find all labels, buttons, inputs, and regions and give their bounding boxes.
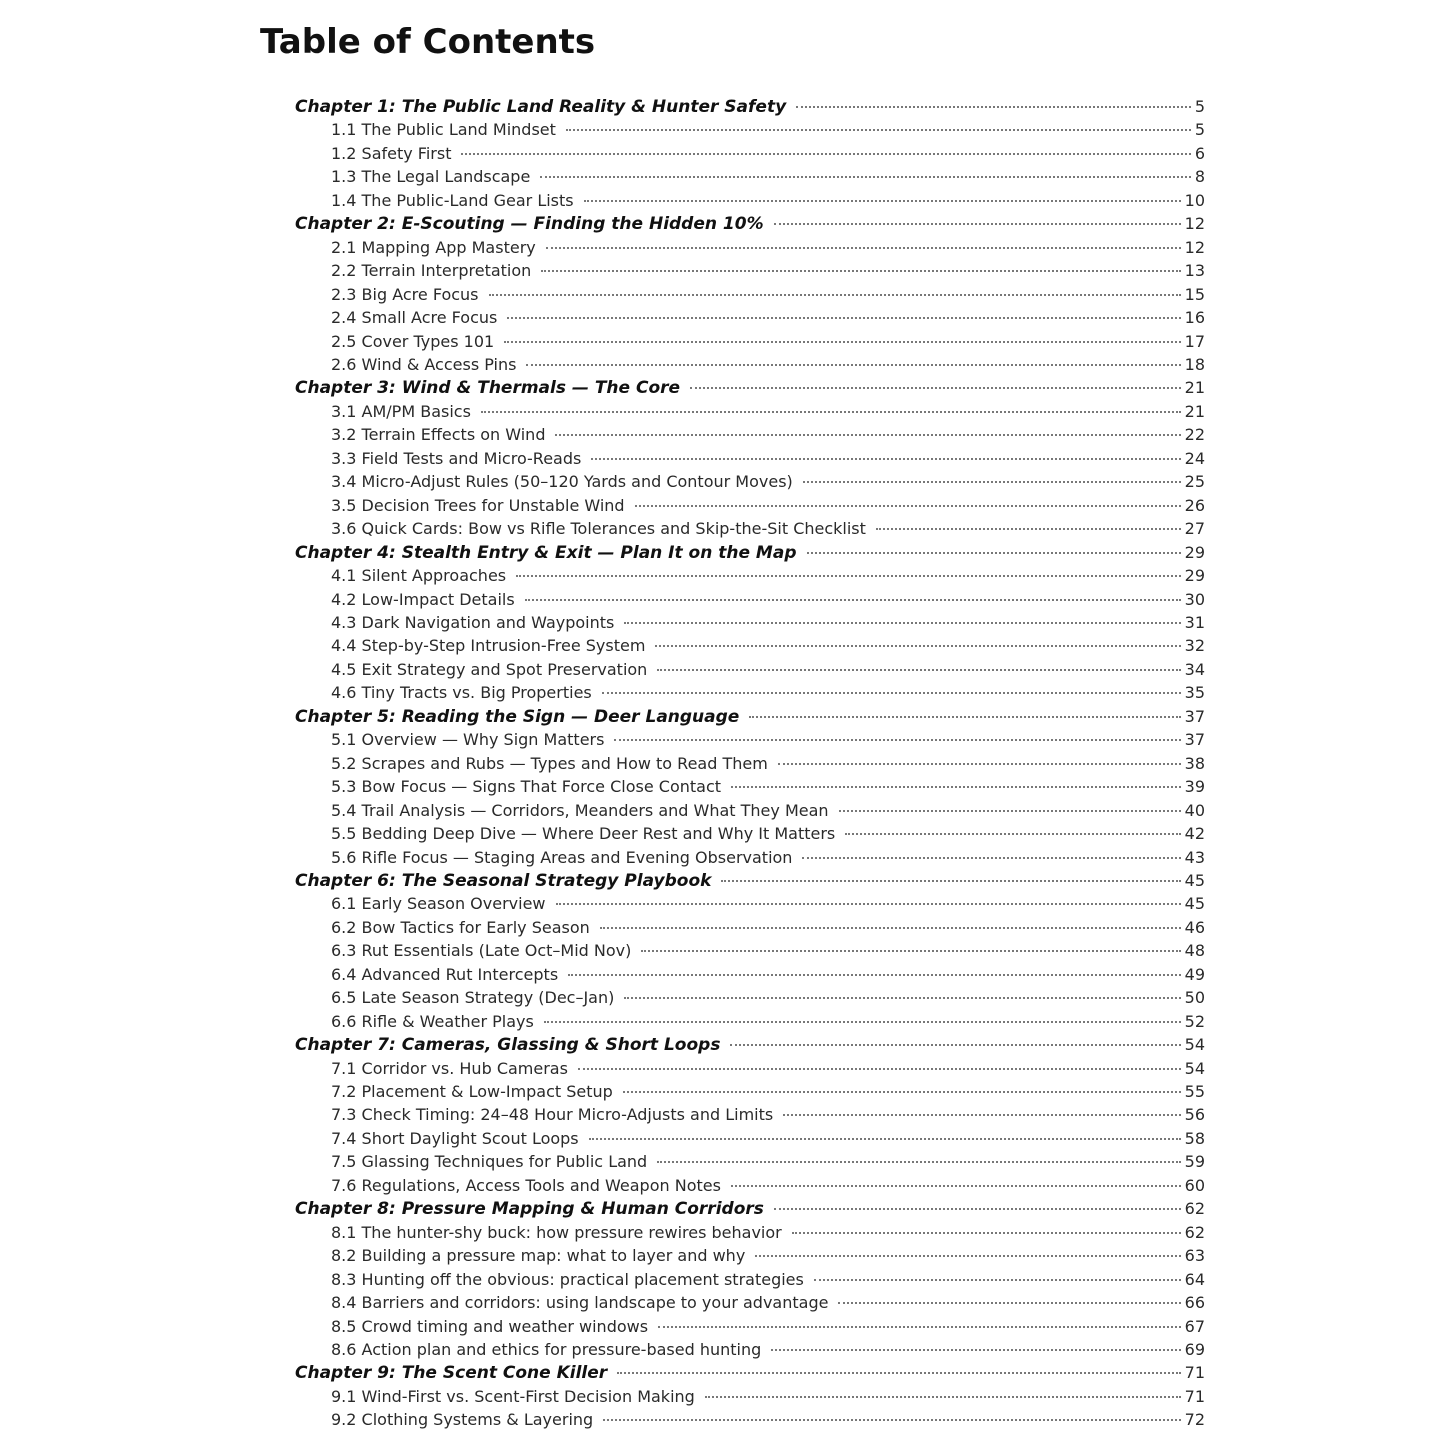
dot-leader bbox=[591, 458, 1180, 460]
dot-leader bbox=[778, 763, 1181, 765]
page-number: 63 bbox=[1184, 1246, 1205, 1266]
page-number: 35 bbox=[1184, 683, 1205, 703]
toc-chapter-entry[interactable] bbox=[295, 869, 1205, 892]
dot-leader bbox=[807, 552, 1181, 554]
page-number: 58 bbox=[1184, 1128, 1205, 1148]
dot-leader bbox=[635, 505, 1181, 507]
section-title: 5.4 Trail Analysis — Corridors, Meanders and What They Mean bbox=[331, 800, 829, 820]
dot-leader bbox=[544, 1021, 1181, 1023]
section-title: 4.1 Silent Approaches bbox=[331, 566, 507, 586]
dot-leader bbox=[614, 739, 1180, 741]
section-title: 5.2 Scrapes and Rubs — Types and How to Read Them bbox=[331, 753, 768, 773]
toc-section-entry[interactable] bbox=[295, 892, 1205, 915]
dot-leader bbox=[578, 1068, 1181, 1070]
toc-section-entry[interactable] bbox=[295, 1080, 1205, 1103]
toc-section-entry[interactable] bbox=[295, 588, 1205, 611]
section-title: 8.2 Building a pressure map: what to layer and why bbox=[331, 1246, 746, 1266]
section-title: 3.4 Micro-Adjust Rules (50–120 Yards and Contour Moves) bbox=[331, 472, 793, 492]
toc-section-entry[interactable] bbox=[295, 1010, 1205, 1033]
toc-section-entry[interactable] bbox=[295, 494, 1205, 517]
section-title: 1.2 Safety First bbox=[331, 143, 452, 163]
toc-section-entry[interactable] bbox=[295, 775, 1205, 798]
section-title: 9.2 Clothing Systems & Layering bbox=[331, 1410, 594, 1430]
toc-section-entry[interactable] bbox=[295, 283, 1205, 306]
toc-section-entry[interactable] bbox=[295, 165, 1205, 188]
page-number: 8 bbox=[1194, 167, 1205, 187]
section-title: 7.5 Glassing Techniques for Public Land bbox=[331, 1152, 648, 1172]
toc-section-entry[interactable] bbox=[295, 517, 1205, 540]
page-number: 31 bbox=[1184, 612, 1205, 632]
page-number: 60 bbox=[1184, 1175, 1205, 1195]
dot-leader bbox=[774, 1208, 1181, 1210]
toc-section-entry[interactable] bbox=[295, 658, 1205, 681]
dot-leader bbox=[690, 387, 1181, 389]
section-title: 2.1 Mapping App Mastery bbox=[331, 237, 536, 257]
chapter-title: Chapter 1: The Public Land Reality & Hunter Safety bbox=[295, 97, 787, 117]
chapter-title: Chapter 4: Stealth Entry & Exit — Plan It on the Map bbox=[295, 542, 797, 563]
dot-leader bbox=[796, 106, 1191, 108]
toc-section-entry[interactable] bbox=[295, 306, 1205, 329]
dot-leader bbox=[783, 1114, 1180, 1116]
dot-leader bbox=[876, 528, 1181, 530]
page-number: 40 bbox=[1184, 800, 1205, 820]
section-title: 4.4 Step-by-Step Intrusion-Free System bbox=[331, 636, 646, 656]
page-number: 48 bbox=[1184, 941, 1205, 961]
toc-section-entry[interactable] bbox=[295, 470, 1205, 493]
chapter-title: Chapter 7: Cameras, Glassing & Short Loops bbox=[295, 1035, 721, 1056]
toc-section-entry[interactable] bbox=[295, 1103, 1205, 1126]
toc-section-entry[interactable] bbox=[295, 728, 1205, 751]
section-title: 2.5 Cover Types 101 bbox=[331, 331, 495, 351]
dot-leader bbox=[721, 880, 1180, 882]
dot-leader bbox=[602, 692, 1181, 694]
dot-leader bbox=[731, 1185, 1181, 1187]
section-title: 3.2 Terrain Effects on Wind bbox=[331, 425, 546, 445]
section-title: 1.4 The Public-Land Gear Lists bbox=[331, 190, 574, 210]
section-title: 8.5 Crowd timing and weather windows bbox=[331, 1316, 649, 1336]
page-number: 71 bbox=[1184, 1386, 1205, 1406]
dot-leader bbox=[541, 270, 1180, 272]
page-number: 46 bbox=[1184, 917, 1205, 937]
dot-leader bbox=[516, 575, 1181, 577]
section-title: 2.2 Terrain Interpretation bbox=[331, 261, 532, 281]
page-number: 22 bbox=[1184, 425, 1205, 445]
page-number: 5 bbox=[1194, 97, 1205, 116]
dot-leader bbox=[774, 223, 1181, 225]
toc-section-entry[interactable] bbox=[295, 142, 1205, 165]
section-title: 1.3 The Legal Landscape bbox=[331, 167, 531, 187]
toc-section-entry[interactable] bbox=[295, 1315, 1205, 1338]
page-number: 26 bbox=[1184, 495, 1205, 515]
page-number: 12 bbox=[1184, 237, 1205, 257]
chapter-title: Chapter 9: The Scent Cone Killer bbox=[295, 1363, 608, 1384]
section-title: 7.1 Corridor vs. Hub Cameras bbox=[331, 1058, 568, 1078]
page-number: 34 bbox=[1184, 659, 1205, 679]
section-title: 1.1 The Public Land Mindset bbox=[331, 120, 556, 140]
toc-section-entry[interactable] bbox=[295, 799, 1205, 822]
section-title: 6.3 Rut Essentials (Late Oct–Mid Nov) bbox=[331, 941, 632, 961]
page-number: 13 bbox=[1184, 261, 1205, 281]
toc-section-entry[interactable] bbox=[295, 1150, 1205, 1173]
dot-leader bbox=[755, 1255, 1180, 1257]
section-title: 6.5 Late Season Strategy (Dec–Jan) bbox=[331, 988, 615, 1008]
dot-leader bbox=[749, 716, 1180, 718]
dot-leader bbox=[556, 903, 1181, 905]
toc-section-entry[interactable] bbox=[295, 1268, 1205, 1291]
page-number: 43 bbox=[1184, 847, 1205, 867]
section-title: 5.5 Bedding Deep Dive — Where Deer Rest and Why It Matters bbox=[331, 824, 836, 844]
page-number: 45 bbox=[1184, 894, 1205, 914]
toc-section-entry[interactable] bbox=[295, 423, 1205, 446]
toc-section-entry[interactable] bbox=[295, 353, 1205, 376]
page-number: 6 bbox=[1194, 143, 1205, 163]
dot-leader bbox=[566, 129, 1191, 131]
section-title: 4.5 Exit Strategy and Spot Preservation bbox=[331, 659, 648, 679]
chapter-title: Chapter 2: E-Scouting — Finding the Hidden 10% bbox=[295, 214, 764, 235]
chapter-title: Chapter 3: Wind & Thermals — The Core bbox=[295, 378, 681, 399]
page-number: 49 bbox=[1184, 964, 1205, 984]
page-number: 67 bbox=[1184, 1316, 1205, 1336]
section-title: 6.2 Bow Tactics for Early Season bbox=[331, 917, 590, 937]
chapter-title: Chapter 8: Pressure Mapping & Human Corridors bbox=[295, 1199, 764, 1220]
toc-chapter-entry[interactable] bbox=[295, 1033, 1205, 1056]
page-number: 56 bbox=[1184, 1105, 1205, 1125]
section-title: 2.4 Small Acre Focus bbox=[331, 308, 498, 328]
dot-leader bbox=[814, 1279, 1181, 1281]
section-title: 7.3 Check Timing: 24–48 Hour Micro-Adjusts and Limits bbox=[331, 1105, 774, 1125]
page-number: 5 bbox=[1194, 120, 1205, 140]
page-number: 32 bbox=[1184, 636, 1205, 656]
section-title: 4.6 Tiny Tracts vs. Big Properties bbox=[331, 683, 592, 703]
toc-section-entry[interactable] bbox=[295, 1291, 1205, 1314]
dot-leader bbox=[657, 669, 1180, 671]
section-title: 6.1 Early Season Overview bbox=[331, 894, 546, 914]
page-number: 30 bbox=[1184, 589, 1205, 609]
section-title: 3.6 Quick Cards: Bow vs Rifle Tolerances and Skip-the-Sit Checklist bbox=[331, 519, 866, 539]
page-number: 16 bbox=[1184, 308, 1205, 328]
page-number: 38 bbox=[1184, 753, 1205, 773]
page-number: 15 bbox=[1184, 284, 1205, 304]
toc-chapter-entry[interactable] bbox=[295, 95, 1205, 118]
toc-section-entry[interactable] bbox=[295, 1127, 1205, 1150]
toc-chapter-entry[interactable] bbox=[295, 1197, 1205, 1220]
section-title: 4.2 Low-Impact Details bbox=[331, 589, 515, 609]
page-number: 37 bbox=[1184, 706, 1205, 726]
dot-leader bbox=[731, 786, 1181, 788]
dot-leader bbox=[525, 599, 1181, 601]
dot-leader bbox=[555, 434, 1180, 436]
page-number: 72 bbox=[1184, 1410, 1205, 1430]
page-number: 54 bbox=[1184, 1058, 1205, 1078]
toc-chapter-entry[interactable] bbox=[295, 376, 1205, 399]
toc-section-entry[interactable] bbox=[295, 1057, 1205, 1080]
page-number: 29 bbox=[1184, 542, 1205, 562]
toc-chapter-entry[interactable] bbox=[295, 541, 1205, 564]
dot-leader bbox=[540, 176, 1191, 178]
toc-section-entry[interactable] bbox=[295, 752, 1205, 775]
toc-section-entry[interactable] bbox=[295, 634, 1205, 657]
dot-leader bbox=[461, 153, 1190, 155]
dot-leader bbox=[838, 1302, 1180, 1304]
dot-leader bbox=[526, 364, 1180, 366]
page-number: 59 bbox=[1184, 1152, 1205, 1172]
dot-leader bbox=[839, 810, 1181, 812]
dot-leader bbox=[623, 1091, 1181, 1093]
section-title: 6.4 Advanced Rut Intercepts bbox=[331, 964, 559, 984]
page-number: 25 bbox=[1184, 472, 1205, 492]
page-number: 50 bbox=[1184, 988, 1205, 1008]
dot-leader bbox=[803, 481, 1181, 483]
page-number: 62 bbox=[1184, 1222, 1205, 1242]
toc-section-entry[interactable] bbox=[295, 1221, 1205, 1244]
toc-chapter-entry[interactable] bbox=[295, 1361, 1205, 1384]
toc-section-entry[interactable] bbox=[295, 1244, 1205, 1267]
dot-leader bbox=[603, 1419, 1180, 1421]
toc-section-entry[interactable] bbox=[295, 189, 1205, 212]
section-title: 9.1 Wind-First vs. Scent-First Decision Making bbox=[331, 1386, 695, 1406]
toc-section-entry[interactable] bbox=[295, 963, 1205, 986]
page-number: 17 bbox=[1184, 331, 1205, 351]
toc-section-entry[interactable] bbox=[295, 236, 1205, 259]
toc-chapter-entry[interactable] bbox=[295, 705, 1205, 728]
toc-section-entry[interactable] bbox=[295, 611, 1205, 634]
toc-section-entry[interactable] bbox=[295, 822, 1205, 845]
toc-section-entry[interactable] bbox=[295, 330, 1205, 353]
page-number: 42 bbox=[1184, 824, 1205, 844]
section-title: 5.1 Overview — Why Sign Matters bbox=[331, 730, 605, 750]
toc-section-entry[interactable] bbox=[295, 939, 1205, 962]
page-number: 71 bbox=[1184, 1363, 1205, 1383]
toc-section-entry[interactable] bbox=[295, 400, 1205, 423]
dot-leader bbox=[481, 411, 1181, 413]
page-number: 37 bbox=[1184, 730, 1205, 750]
toc-section-entry[interactable] bbox=[295, 447, 1205, 470]
page-number: 66 bbox=[1184, 1293, 1205, 1313]
page-number: 18 bbox=[1184, 354, 1205, 374]
toc-section-entry[interactable] bbox=[295, 564, 1205, 587]
dot-leader bbox=[771, 1349, 1180, 1351]
table-of-contents bbox=[295, 95, 1205, 1432]
section-title: 4.3 Dark Navigation and Waypoints bbox=[331, 612, 615, 632]
dot-leader bbox=[504, 341, 1180, 343]
section-title: 5.3 Bow Focus — Signs That Force Close Contact bbox=[331, 777, 722, 797]
dot-leader bbox=[624, 997, 1180, 999]
toc-section-entry[interactable] bbox=[295, 1408, 1205, 1431]
toc-section-entry[interactable] bbox=[295, 1174, 1205, 1197]
page-number: 12 bbox=[1184, 214, 1205, 234]
page-number: 21 bbox=[1184, 401, 1205, 421]
dot-leader bbox=[546, 247, 1181, 249]
dot-leader bbox=[489, 294, 1181, 296]
dot-leader bbox=[658, 1326, 1181, 1328]
page-number: 69 bbox=[1184, 1340, 1205, 1360]
section-title: 3.5 Decision Trees for Unstable Wind bbox=[331, 495, 625, 515]
section-title: 8.3 Hunting off the obvious: practical placement strategies bbox=[331, 1269, 804, 1289]
dot-leader bbox=[568, 974, 1180, 976]
section-title: 8.6 Action plan and ethics for pressure-based hunting bbox=[331, 1340, 762, 1360]
toc-section-entry[interactable] bbox=[295, 846, 1205, 869]
toc-section-entry[interactable] bbox=[295, 118, 1205, 141]
page-number: 64 bbox=[1184, 1269, 1205, 1289]
page-number: 52 bbox=[1184, 1011, 1205, 1031]
page-number: 21 bbox=[1184, 378, 1205, 398]
dot-leader bbox=[624, 622, 1180, 624]
page-number: 54 bbox=[1184, 1035, 1205, 1055]
dot-leader bbox=[641, 950, 1180, 952]
chapter-title: Chapter 5: Reading the Sign — Deer Language bbox=[295, 706, 740, 727]
page-number: 62 bbox=[1184, 1199, 1205, 1219]
toc-section-entry[interactable] bbox=[295, 259, 1205, 282]
dot-leader bbox=[589, 1138, 1181, 1140]
toc-chapter-entry[interactable] bbox=[295, 212, 1205, 235]
dot-leader bbox=[802, 857, 1180, 859]
page-number: 10 bbox=[1184, 190, 1205, 210]
chapter-title: Chapter 6: The Seasonal Strategy Playbook bbox=[295, 870, 712, 891]
page-number: 55 bbox=[1184, 1082, 1205, 1102]
page-number: 24 bbox=[1184, 448, 1205, 468]
section-title: 5.6 Rifle Focus — Staging Areas and Evening Observation bbox=[331, 847, 793, 867]
dot-leader bbox=[730, 1044, 1180, 1046]
page-number: 27 bbox=[1184, 519, 1205, 539]
dot-leader bbox=[617, 1372, 1180, 1374]
section-title: 6.6 Rifle & Weather Plays bbox=[331, 1011, 534, 1031]
toc-section-entry[interactable] bbox=[295, 1385, 1205, 1408]
section-title: 2.3 Big Acre Focus bbox=[331, 284, 479, 304]
dot-leader bbox=[600, 927, 1181, 929]
page-title: Table of Contents bbox=[260, 22, 596, 62]
section-title: 7.2 Placement & Low-Impact Setup bbox=[331, 1082, 613, 1102]
toc-section-entry[interactable] bbox=[295, 916, 1205, 939]
section-title: 8.4 Barriers and corridors: using landscape to your advantage bbox=[331, 1293, 829, 1313]
dot-leader bbox=[792, 1232, 1181, 1234]
section-title: 7.6 Regulations, Access Tools and Weapon Notes bbox=[331, 1175, 721, 1195]
toc-section-entry[interactable] bbox=[295, 986, 1205, 1009]
section-title: 8.1 The hunter-shy buck: how pressure rewires behavior bbox=[331, 1222, 782, 1242]
dot-leader bbox=[705, 1396, 1181, 1398]
section-title: 2.6 Wind & Access Pins bbox=[331, 354, 517, 374]
section-title: 3.3 Field Tests and Micro-Reads bbox=[331, 448, 582, 468]
dot-leader bbox=[657, 1161, 1180, 1163]
page-number: 45 bbox=[1184, 870, 1205, 890]
page-number: 39 bbox=[1184, 777, 1205, 797]
dot-leader bbox=[584, 200, 1181, 202]
toc-section-entry[interactable] bbox=[295, 1338, 1205, 1361]
dot-leader bbox=[655, 645, 1180, 647]
section-title: 7.4 Short Daylight Scout Loops bbox=[331, 1128, 579, 1148]
page-number: 29 bbox=[1184, 566, 1205, 586]
toc-section-entry[interactable] bbox=[295, 681, 1205, 704]
dot-leader bbox=[507, 317, 1180, 319]
section-title: 3.1 AM/PM Basics bbox=[331, 401, 471, 421]
dot-leader bbox=[845, 833, 1180, 835]
